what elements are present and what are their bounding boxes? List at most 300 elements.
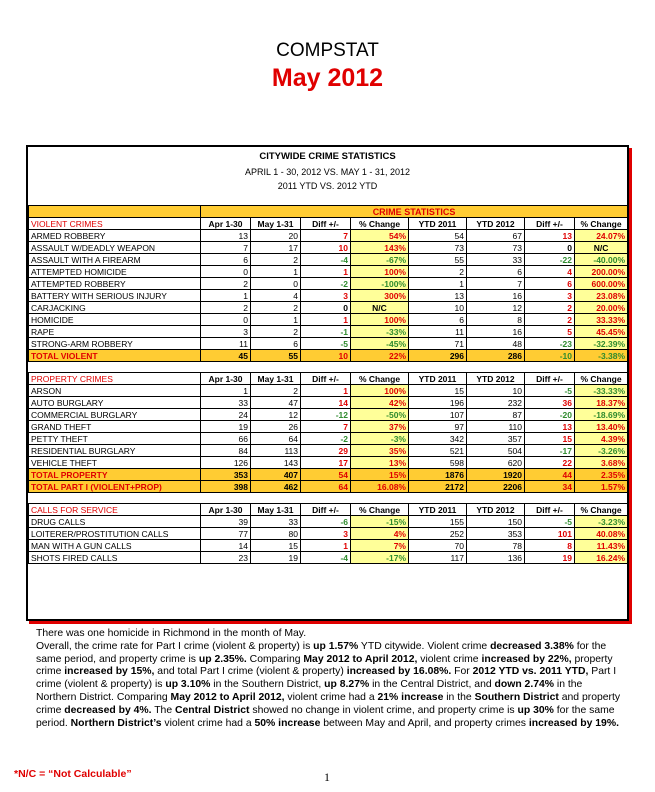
row-label: TOTAL VIOLENT (29, 350, 201, 362)
value-cell: 77 (201, 528, 251, 540)
value-cell: -3.23% (575, 516, 628, 528)
value-cell: 7 (467, 278, 525, 290)
notes-paragraph (36, 641, 624, 731)
value-cell: 14 (301, 397, 351, 409)
value-cell: 150 (467, 516, 525, 528)
notes-text: violent crime had a (161, 717, 255, 729)
value-cell: 2 (201, 278, 251, 290)
value-cell: 357 (467, 433, 525, 445)
table-row (29, 516, 628, 528)
column-header: Diff +/- (525, 373, 575, 385)
table-row (29, 409, 628, 421)
value-cell: 598 (409, 457, 467, 469)
notes-text: The (151, 704, 176, 716)
notes-emphasis: 21% increase (377, 691, 444, 703)
value-cell: 35% (351, 445, 409, 457)
value-cell: 15% (351, 469, 409, 481)
value-cell: 12 (251, 409, 301, 421)
value-cell: 0 (301, 302, 351, 314)
value-cell: 64 (301, 481, 351, 493)
column-header: % Change (351, 373, 409, 385)
value-cell: 100% (351, 314, 409, 326)
value-cell: 1 (251, 314, 301, 326)
value-cell: 19 (251, 552, 301, 564)
spacer-cell (29, 493, 628, 504)
value-cell: -17 (525, 445, 575, 457)
row-label: MAN WITH A GUN CALLS (29, 540, 201, 552)
column-header: May 1-31 (251, 373, 301, 385)
notes-emphasis: decreased 3.38% (490, 640, 574, 652)
crime-statistics-banner: CRIME STATISTICS (201, 206, 628, 218)
value-cell: 2172 (409, 481, 467, 493)
value-cell: 107 (409, 409, 467, 421)
value-cell: 18.37% (575, 397, 628, 409)
value-cell: 1 (301, 540, 351, 552)
value-cell: 7 (201, 242, 251, 254)
column-header: Diff +/- (525, 218, 575, 230)
notes-emphasis: up 3.10% (165, 679, 211, 691)
row-label: AUTO BURGLARY (29, 397, 201, 409)
notes-text: Overall, the crime rate for Part I crime (violent & property) is (36, 640, 314, 652)
crime-statistics-table (28, 205, 628, 564)
value-cell: 37% (351, 421, 409, 433)
value-cell: 1876 (409, 469, 467, 481)
value-cell: 6 (467, 266, 525, 278)
value-cell: -17% (351, 552, 409, 564)
value-cell: 7 (301, 421, 351, 433)
value-cell: 19 (201, 421, 251, 433)
value-cell: -23 (525, 338, 575, 350)
column-header: YTD 2011 (409, 373, 467, 385)
value-cell: 45.45% (575, 326, 628, 338)
table-row (29, 242, 628, 254)
value-cell: 33 (467, 254, 525, 266)
value-cell: 17 (301, 457, 351, 469)
value-cell: 1 (201, 290, 251, 302)
value-cell: 1 (301, 385, 351, 397)
section-header-row (29, 504, 628, 516)
value-cell: 13 (201, 230, 251, 242)
column-header: YTD 2012 (467, 373, 525, 385)
value-cell: 252 (409, 528, 467, 540)
value-cell: 0 (525, 242, 575, 254)
value-cell: 73 (409, 242, 467, 254)
value-cell: -33% (351, 326, 409, 338)
table-row (29, 278, 628, 290)
value-cell: -50% (351, 409, 409, 421)
value-cell: 17 (251, 242, 301, 254)
table-period: APRIL 1 - 30, 2012 VS. MAY 1 - 31, 2012 (245, 167, 410, 177)
notes-text: Comparing (246, 653, 304, 665)
notes-text: Part I crime (violent & property) is (36, 666, 617, 691)
row-label: VEHICLE THEFT (29, 457, 201, 469)
notes-text: YTD citywide. Violent crime (358, 640, 491, 652)
table-row (29, 326, 628, 338)
value-cell: N/C (351, 302, 409, 314)
value-cell: 4 (525, 266, 575, 278)
value-cell: 33.33% (575, 314, 628, 326)
value-cell: 2.35% (575, 469, 628, 481)
value-cell: -32.39% (575, 338, 628, 350)
value-cell: 15 (409, 385, 467, 397)
value-cell: 6 (409, 314, 467, 326)
value-cell: 462 (251, 481, 301, 493)
value-cell: 73 (467, 242, 525, 254)
value-cell: 1920 (467, 469, 525, 481)
total-row (29, 350, 628, 362)
value-cell: 33 (201, 397, 251, 409)
value-cell: -3.26% (575, 445, 628, 457)
value-cell: 620 (467, 457, 525, 469)
value-cell: 55 (409, 254, 467, 266)
row-label: RESIDENTIAL BURGLARY (29, 445, 201, 457)
value-cell: 71 (409, 338, 467, 350)
column-header: % Change (351, 218, 409, 230)
column-header: Diff +/- (525, 504, 575, 516)
notes-text: for the same period, and property crime is (36, 640, 607, 665)
row-label: ASSAULT WITH A FIREARM (29, 254, 201, 266)
value-cell: 143 (251, 457, 301, 469)
banner-row (29, 206, 628, 218)
value-cell: 78 (467, 540, 525, 552)
value-cell: 2 (251, 326, 301, 338)
value-cell: 14 (201, 540, 251, 552)
value-cell: 1 (301, 314, 351, 326)
table-row (29, 540, 628, 552)
value-cell: 117 (409, 552, 467, 564)
value-cell: 2206 (467, 481, 525, 493)
column-header: % Change (575, 373, 628, 385)
column-header: May 1-31 (251, 218, 301, 230)
notes-text: between May and April, and property crimes (320, 717, 529, 729)
summary-notes (36, 628, 624, 730)
value-cell: 1.57% (575, 481, 628, 493)
column-header: % Change (575, 218, 628, 230)
notes-text: and property crime (36, 691, 621, 716)
row-label: BATTERY WITH SERIOUS INJURY (29, 290, 201, 302)
value-cell: 11 (409, 326, 467, 338)
value-cell: 26 (251, 421, 301, 433)
value-cell: 4 (251, 290, 301, 302)
value-cell: 15 (251, 540, 301, 552)
value-cell: 10 (301, 350, 351, 362)
notes-text: in the Northern District. Comparing (36, 679, 583, 703)
value-cell: 1 (251, 266, 301, 278)
value-cell: 10 (409, 302, 467, 314)
row-label: HOMICIDE (29, 314, 201, 326)
notes-emphasis: decreased by 4%. (64, 704, 152, 716)
value-cell: -100% (351, 278, 409, 290)
spacer-row (29, 493, 628, 504)
notes-emphasis: Southern District (474, 691, 559, 703)
notes-emphasis: up 30% (517, 704, 554, 716)
table-row (29, 445, 628, 457)
value-cell: 54% (351, 230, 409, 242)
section-label: VIOLENT CRIMES (29, 218, 201, 230)
column-header: % Change (351, 504, 409, 516)
value-cell: -22 (525, 254, 575, 266)
table-row (29, 397, 628, 409)
notes-emphasis: May 2012 to April 2012, (170, 691, 285, 703)
row-label: STRONG-ARM ROBBERY (29, 338, 201, 350)
value-cell: -33.33% (575, 385, 628, 397)
value-cell: 13 (525, 421, 575, 433)
value-cell: 13.40% (575, 421, 628, 433)
value-cell: 113 (251, 445, 301, 457)
total-row (29, 481, 628, 493)
value-cell: 7 (301, 230, 351, 242)
value-cell: -5 (525, 516, 575, 528)
value-cell: 16 (467, 290, 525, 302)
value-cell: 504 (467, 445, 525, 457)
value-cell: -5 (301, 338, 351, 350)
notes-text: property crime (36, 653, 613, 678)
value-cell: 286 (467, 350, 525, 362)
value-cell: 70 (409, 540, 467, 552)
value-cell: 12 (467, 302, 525, 314)
value-cell: 4.39% (575, 433, 628, 445)
column-header: YTD 2011 (409, 218, 467, 230)
column-header: Diff +/- (301, 218, 351, 230)
row-label: PETTY THEFT (29, 433, 201, 445)
table-ytd-period: 2011 YTD VS. 2012 YTD (277, 181, 378, 191)
notes-text: For (451, 666, 473, 678)
value-cell: -2 (301, 433, 351, 445)
value-cell: 0 (201, 314, 251, 326)
value-cell: 3.68% (575, 457, 628, 469)
value-cell: 11.43% (575, 540, 628, 552)
value-cell: -3.38% (575, 350, 628, 362)
column-header: May 1-31 (251, 504, 301, 516)
value-cell: -4 (301, 254, 351, 266)
value-cell: 2 (525, 302, 575, 314)
value-cell: -20 (525, 409, 575, 421)
notes-emphasis: 50% increase (254, 717, 321, 729)
page-number: 1 (324, 770, 330, 784)
value-cell: 42% (351, 397, 409, 409)
value-cell: 7% (351, 540, 409, 552)
value-cell: -67% (351, 254, 409, 266)
value-cell: -5 (525, 385, 575, 397)
notes-line1: There was one homicide in Richmond in the month of May. (36, 628, 307, 639)
value-cell: 6 (251, 338, 301, 350)
section-label: PROPERTY CRIMES (29, 373, 201, 385)
value-cell: 40.08% (575, 528, 628, 540)
notes-emphasis: increased by 15%, (64, 666, 155, 678)
notes-emphasis: Central District (175, 704, 250, 716)
value-cell: 6 (525, 278, 575, 290)
value-cell: -10 (525, 350, 575, 362)
value-cell: -4 (301, 552, 351, 564)
value-cell: 143% (351, 242, 409, 254)
row-label: ASSAULT W/DEADLY WEAPON (29, 242, 201, 254)
notes-emphasis: May 2012 to April 2012, (303, 653, 418, 665)
notes-emphasis: up 8.27% (324, 679, 370, 691)
value-cell: 24 (201, 409, 251, 421)
value-cell: 3 (301, 290, 351, 302)
value-cell: 19 (525, 552, 575, 564)
value-cell: 8 (525, 540, 575, 552)
value-cell: -40.00% (575, 254, 628, 266)
table-row (29, 302, 628, 314)
value-cell: 23.08% (575, 290, 628, 302)
value-cell: 11 (201, 338, 251, 350)
value-cell: 196 (409, 397, 467, 409)
banner-spacer (29, 206, 201, 218)
value-cell: 44 (525, 469, 575, 481)
row-label: ATTEMPTED HOMICIDE (29, 266, 201, 278)
value-cell: 48 (467, 338, 525, 350)
value-cell: 353 (467, 528, 525, 540)
row-label: LOITERER/PROSTITUTION CALLS (29, 528, 201, 540)
notes-text: violent crime had a (284, 691, 378, 703)
value-cell: 136 (467, 552, 525, 564)
value-cell: 600.00% (575, 278, 628, 290)
notes-emphasis: down 2.74% (494, 679, 555, 691)
notes-emphasis: increased by 22%, (481, 653, 572, 665)
notes-emphasis: up 1.57% (313, 640, 359, 652)
value-cell: 2 (525, 314, 575, 326)
value-cell: 34 (525, 481, 575, 493)
spacer-row (29, 362, 628, 373)
value-cell: 16 (467, 326, 525, 338)
notes-text: in the Southern District, (210, 679, 325, 691)
value-cell: 6 (201, 254, 251, 266)
row-label: TOTAL PROPERTY (29, 469, 201, 481)
table-row (29, 314, 628, 326)
value-cell: 2 (251, 385, 301, 397)
column-header: YTD 2012 (467, 504, 525, 516)
column-header: YTD 2011 (409, 504, 467, 516)
column-header: Diff +/- (301, 373, 351, 385)
value-cell: 521 (409, 445, 467, 457)
table-row (29, 433, 628, 445)
column-header: YTD 2012 (467, 218, 525, 230)
column-header: Apr 1-30 (201, 504, 251, 516)
value-cell: 13 (525, 230, 575, 242)
value-cell: 296 (409, 350, 467, 362)
table-row (29, 266, 628, 278)
value-cell: 2 (201, 302, 251, 314)
value-cell: 20 (251, 230, 301, 242)
table-row (29, 385, 628, 397)
table-header (28, 147, 627, 203)
value-cell: -12 (301, 409, 351, 421)
footnote: *N/C = “Not Calculable” (14, 768, 132, 780)
row-label: SHOTS FIRED CALLS (29, 552, 201, 564)
value-cell: 232 (467, 397, 525, 409)
value-cell: 84 (201, 445, 251, 457)
value-cell: 100% (351, 266, 409, 278)
value-cell: 1 (301, 266, 351, 278)
column-header: Diff +/- (301, 504, 351, 516)
notes-emphasis: up 2.35%. (198, 653, 247, 665)
value-cell: 10 (301, 242, 351, 254)
row-label: RAPE (29, 326, 201, 338)
table-row (29, 338, 628, 350)
column-header: Apr 1-30 (201, 373, 251, 385)
row-label: DRUG CALLS (29, 516, 201, 528)
value-cell: 97 (409, 421, 467, 433)
notes-text: in the (443, 691, 475, 703)
value-cell: 54 (301, 469, 351, 481)
value-cell: 1 (201, 385, 251, 397)
value-cell: 29 (301, 445, 351, 457)
value-cell: 8 (467, 314, 525, 326)
value-cell: 54 (409, 230, 467, 242)
notes-text: for the same period. (36, 704, 615, 729)
table-row (29, 230, 628, 242)
page-title: COMPSTAT (276, 40, 379, 61)
value-cell: 80 (251, 528, 301, 540)
value-cell: 100% (351, 385, 409, 397)
table-row (29, 421, 628, 433)
value-cell: 55 (251, 350, 301, 362)
section-label: CALLS FOR SERVICE (29, 504, 201, 516)
row-label: TOTAL PART I (VIOLENT+PROP) (29, 481, 201, 493)
value-cell: 155 (409, 516, 467, 528)
value-cell: 1 (409, 278, 467, 290)
value-cell: 23 (201, 552, 251, 564)
value-cell: 67 (467, 230, 525, 242)
table-row (29, 552, 628, 564)
value-cell: 16.08% (351, 481, 409, 493)
value-cell: 407 (251, 469, 301, 481)
crime-stats-frame (26, 145, 629, 621)
notes-emphasis: Northern District’s (70, 717, 162, 729)
page-subtitle: May 2012 (271, 64, 384, 92)
row-label: GRAND THEFT (29, 421, 201, 433)
row-label: COMMERCIAL BURGLARY (29, 409, 201, 421)
spacer-cell (29, 362, 628, 373)
table-row (29, 290, 628, 302)
value-cell: 300% (351, 290, 409, 302)
value-cell: 353 (201, 469, 251, 481)
value-cell: 0 (201, 266, 251, 278)
notes-emphasis: increased by 16.08%. (346, 666, 452, 678)
value-cell: 200.00% (575, 266, 628, 278)
value-cell: 13 (409, 290, 467, 302)
row-label: ATTEMPTED ROBBERY (29, 278, 201, 290)
value-cell: 3 (525, 290, 575, 302)
column-header: % Change (575, 504, 628, 516)
value-cell: -45% (351, 338, 409, 350)
value-cell: 126 (201, 457, 251, 469)
section-header-row (29, 373, 628, 385)
table-title: CITYWIDE CRIME STATISTICS (259, 151, 396, 162)
value-cell: 342 (409, 433, 467, 445)
value-cell: 64 (251, 433, 301, 445)
value-cell: 20.00% (575, 302, 628, 314)
row-label: ARMED ROBBERY (29, 230, 201, 242)
value-cell: 110 (467, 421, 525, 433)
value-cell: 2 (251, 302, 301, 314)
notes-emphasis: 2012 YTD vs. 2011 YTD, (472, 666, 589, 678)
notes-emphasis: increased by 19%. (528, 717, 619, 729)
value-cell: 2 (251, 254, 301, 266)
value-cell: 33 (251, 516, 301, 528)
value-cell: -18.69% (575, 409, 628, 421)
row-label: CARJACKING (29, 302, 201, 314)
value-cell: 0 (251, 278, 301, 290)
value-cell: 16.24% (575, 552, 628, 564)
value-cell: -6 (301, 516, 351, 528)
value-cell: 15 (525, 433, 575, 445)
table-row (29, 457, 628, 469)
value-cell: 398 (201, 481, 251, 493)
value-cell: 13% (351, 457, 409, 469)
value-cell: 39 (201, 516, 251, 528)
